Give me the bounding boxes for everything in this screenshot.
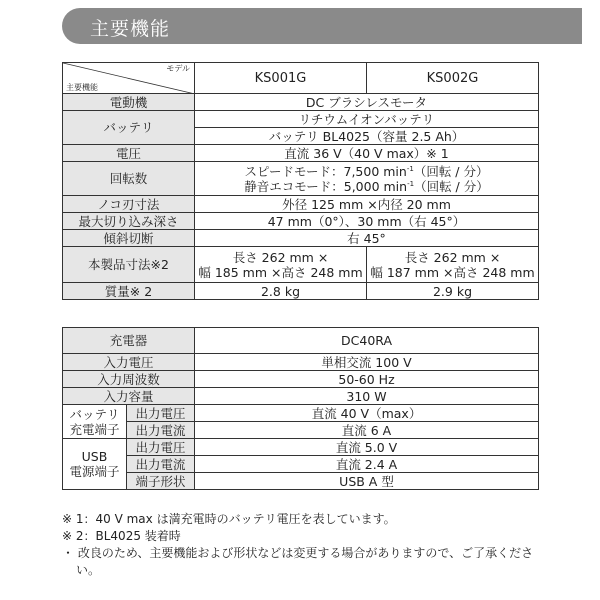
usb-output-voltage-value: 直流 5.0 V (195, 439, 539, 456)
bevel-value: 右 45° (195, 230, 539, 247)
spec-table (62, 62, 539, 300)
battery-value-model: バッテリ BL4025（容量 2.5 Ah） (195, 128, 539, 145)
usb-connector-label: 端子形状 (127, 473, 195, 490)
footnote-2: ※ 2：BL4025 装着時 (62, 529, 181, 543)
battery-terminal-label (63, 405, 127, 439)
charger-value: DC40RA (195, 328, 539, 354)
bt-output-current-label: 出力電流 (127, 422, 195, 439)
voltage-label: 電圧 (63, 145, 195, 162)
dims-ks001g-line2: 幅 185 mm ×高さ 248 mm (198, 264, 363, 280)
usb-connector-value: USB A 型 (195, 473, 539, 490)
corner-header-cell (63, 63, 195, 94)
blade-value: 外径 125 mm ×内径 20 mm (195, 196, 539, 213)
input-frequency-label: 入力周波数 (63, 371, 195, 388)
usb-terminal-label-line1: USB (81, 449, 108, 464)
bt-output-voltage-label: 出力電圧 (127, 405, 195, 422)
motor-label: 電動機 (63, 94, 195, 111)
usb-output-voltage-label: 出力電圧 (127, 439, 195, 456)
section-title: 主要機能 (90, 18, 171, 40)
rpm-eco-mode: 静音エコモード：5,000 $\min^{-1}$（回転 / 分） (244, 178, 489, 194)
rpm-label: 回転数 (63, 162, 195, 196)
input-voltage-label: 入力電圧 (63, 354, 195, 371)
depth-value: 47 mm（0°）、30 mm（右 45°） (195, 213, 539, 230)
depth-label: 最大切り込み深さ (63, 213, 195, 230)
charger-label: 充電器 (63, 328, 195, 354)
blade-label: ノコ刃寸法 (63, 196, 195, 213)
mass-ks001g: 2.8 kg (195, 283, 367, 300)
input-capacity-value: 310 W (195, 388, 539, 405)
charger-table (62, 327, 539, 490)
usb-output-current-label: 出力電流 (127, 456, 195, 473)
motor-value: DC ブラシレスモータ (195, 94, 539, 111)
bevel-label: 傾斜切断 (63, 230, 195, 247)
usb-terminal-label-line2: 電源端子 (69, 464, 120, 479)
rpm-speed-mode: スピードモード：7,500 $\min^{-1}$（回転 / 分） (244, 163, 489, 179)
footnote-disclaimer: ・ 改良のため、主要機能および形状などは変更する場合がありますので、ご了承ください。 (62, 546, 534, 577)
dims-ks001g-line1: 長さ 262 mm × (232, 249, 329, 265)
mass-label: 質量※ 2 (63, 283, 195, 300)
input-capacity-label: 入力容量 (63, 388, 195, 405)
corner-function-label: 主要機能 (66, 83, 98, 92)
corner-model-label: モデル (166, 64, 190, 73)
bt-output-current-value: 直流 6 A (195, 422, 539, 439)
input-frequency-value: 50-60 Hz (195, 371, 539, 388)
dims-label: 本製品寸法※2 (63, 247, 195, 283)
footnotes (62, 511, 552, 579)
dims-ks002g-line2: 幅 187 mm ×高さ 248 mm (370, 264, 535, 280)
battery-terminal-label-line1: バッテリ (69, 406, 120, 422)
footnote-1: ※ 1：40 V max は満充電時のバッテリ電圧を表しています。 (62, 512, 396, 526)
dims-ks002g-line1: 長さ 262 mm × (404, 249, 501, 265)
mass-ks002g: 2.9 kg (367, 283, 539, 300)
usb-output-current-value: 直流 2.4 A (195, 456, 539, 473)
battery-value-type: リチウムイオンバッテリ (195, 111, 539, 128)
voltage-value: 直流 36 V（40 V max）※ 1 (195, 145, 539, 162)
section-title-bar (62, 8, 582, 44)
input-voltage-value: 単相交流 100 V (195, 354, 539, 371)
dims-ks002g (367, 247, 539, 283)
model-header-ks002g: KS002G (367, 63, 539, 94)
bt-output-voltage-value: 直流 40 V（max） (195, 405, 539, 422)
model-header-ks001g: KS001G (195, 63, 367, 94)
battery-terminal-label-line2: 充電端子 (69, 421, 120, 437)
battery-label: バッテリ (63, 111, 195, 145)
dims-ks001g (195, 247, 367, 283)
usb-terminal-label (63, 439, 127, 490)
rpm-value (195, 162, 539, 196)
